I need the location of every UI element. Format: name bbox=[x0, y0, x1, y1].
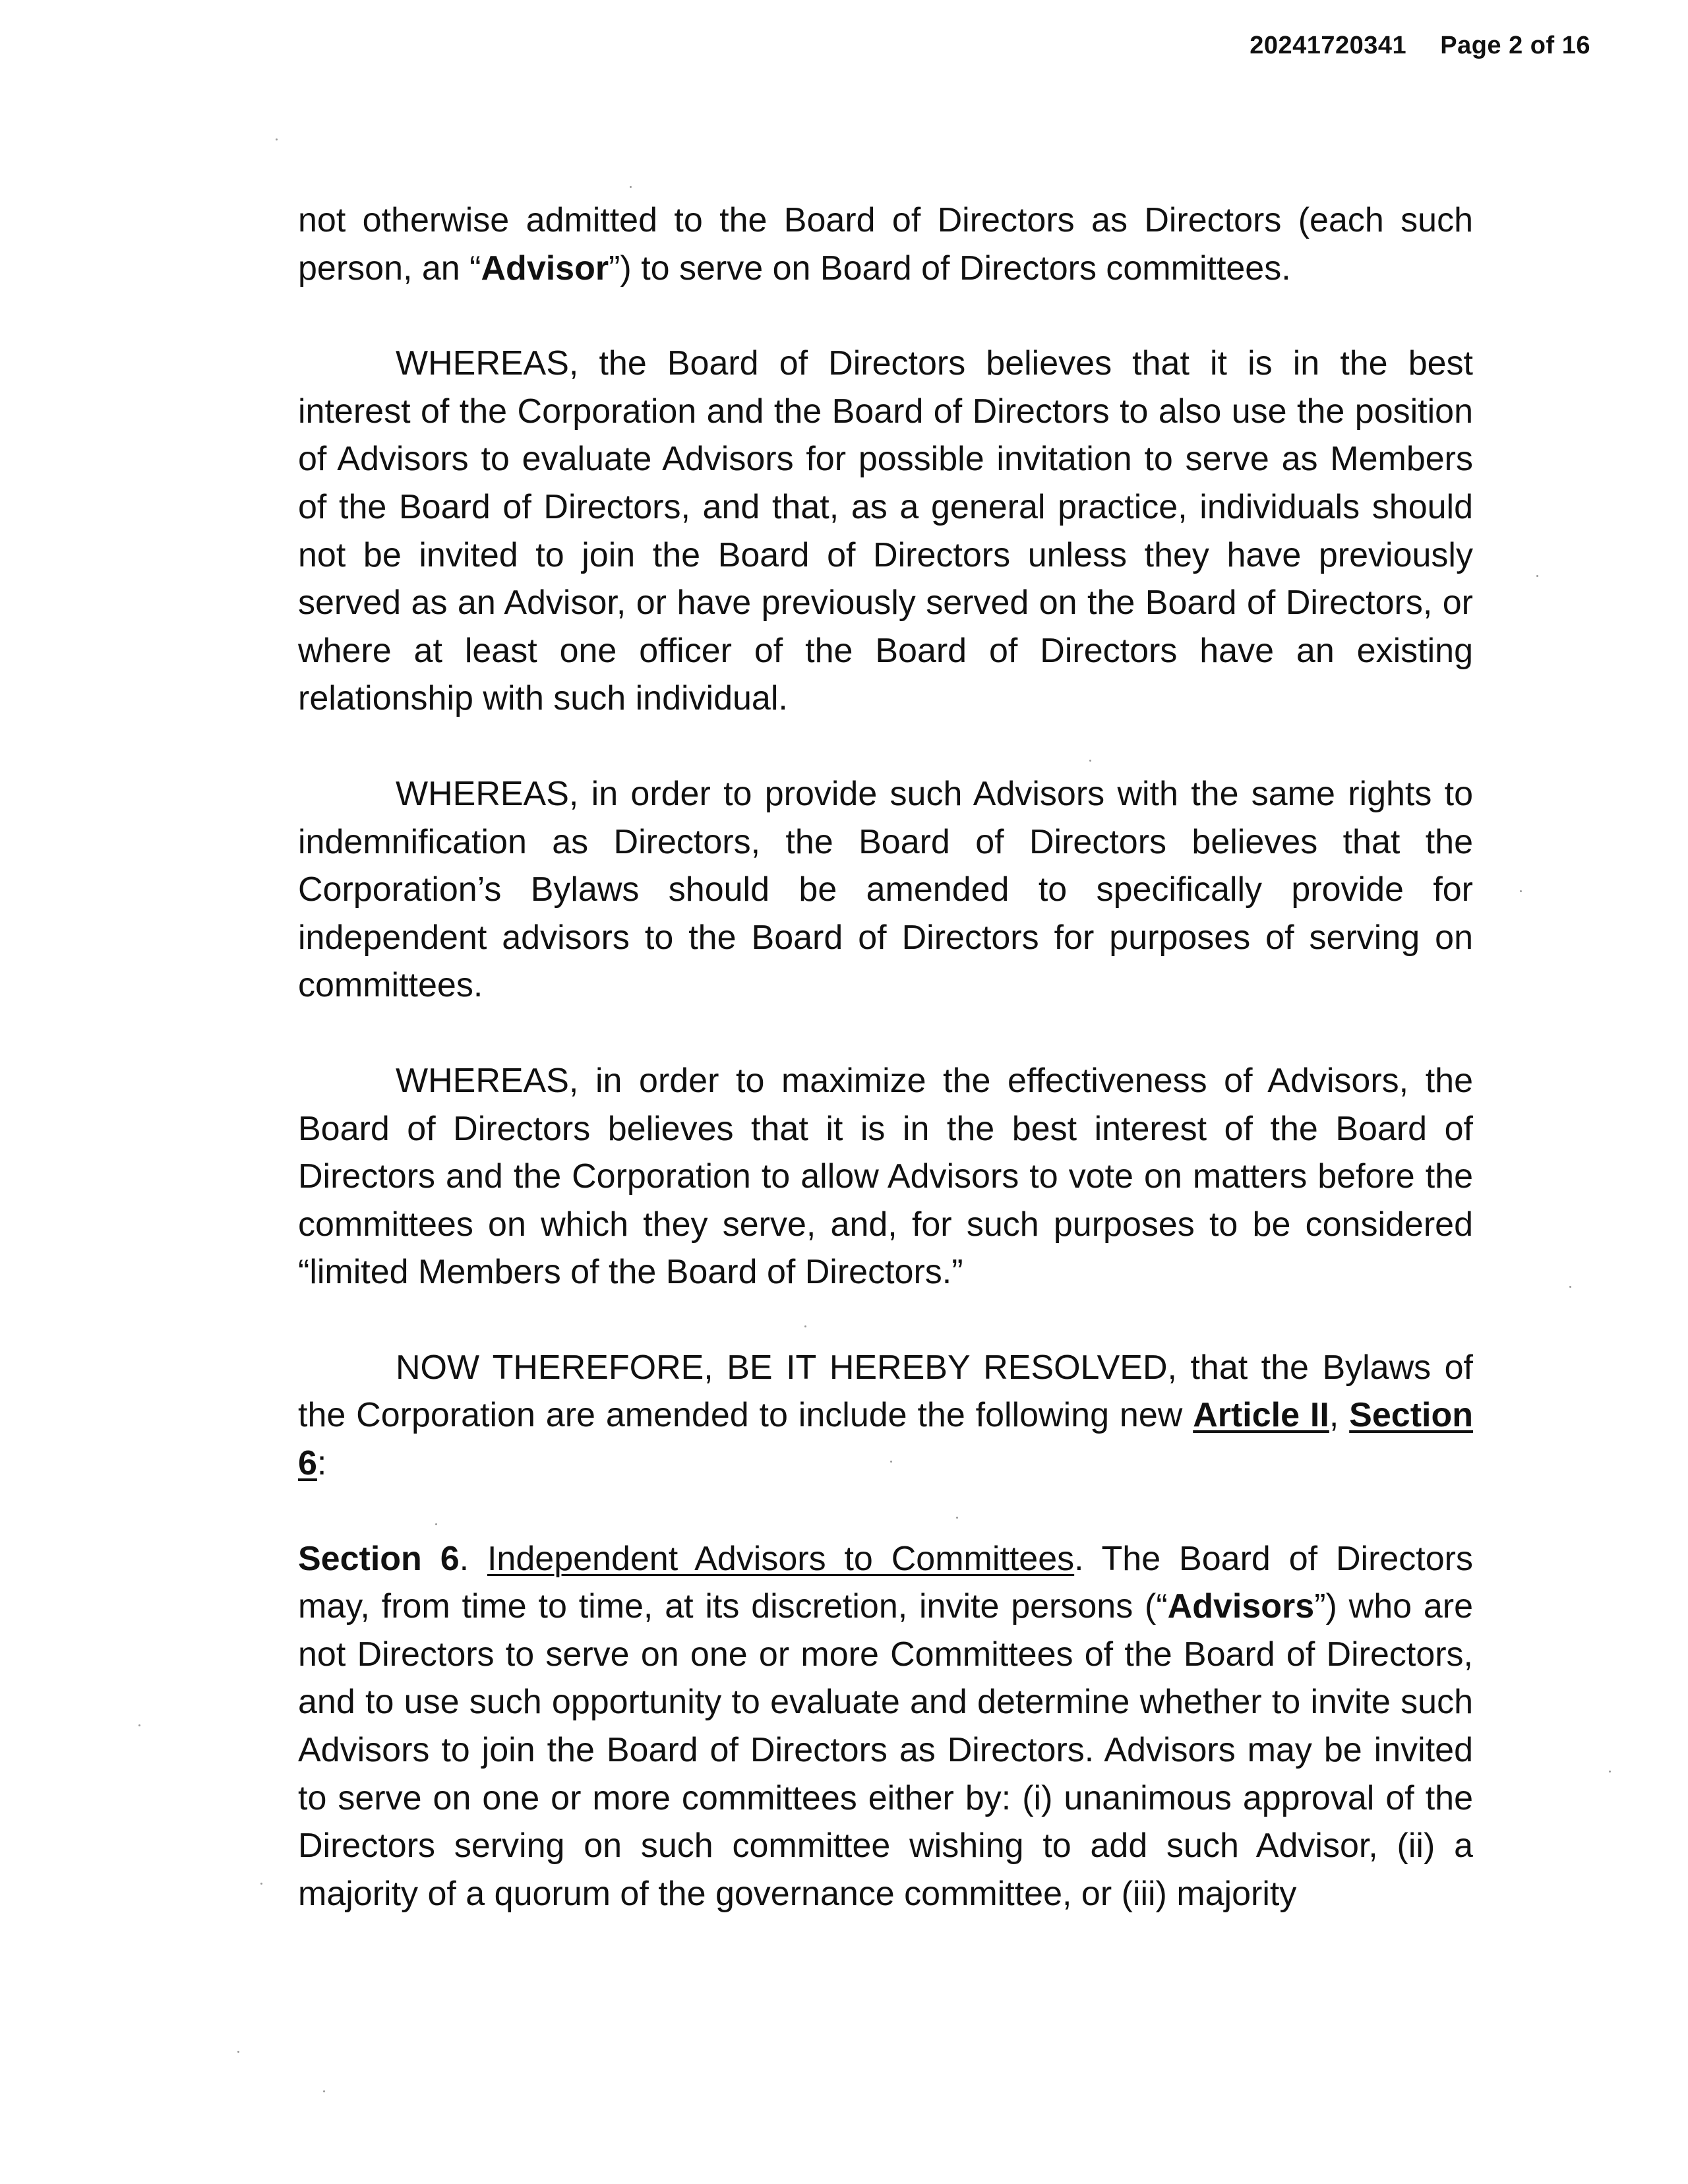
scan-speck bbox=[1536, 575, 1538, 577]
scan-speck bbox=[804, 1325, 806, 1327]
article-reference: Article II bbox=[1193, 1396, 1329, 1435]
scan-speck bbox=[890, 1461, 892, 1463]
scan-speck bbox=[276, 138, 278, 140]
scan-speck bbox=[1520, 890, 1522, 892]
document-body bbox=[298, 197, 1473, 1965]
paragraph-text: not otherwise admitted to the Board of Directors as Directors (each such person, an “ bbox=[298, 201, 1473, 288]
whereas-paragraph-1: WHEREAS, the Board of Directors believes that it is in the best interest of the Corporation and the Board of Directors to also use the position of Advisors to evaluate Advisors for possible invitation to serve as Members of the Board of Directors, and that, as a general practice, individuals should not be invited to join the Board of Directors unless they have previously served as an Advisor, or have previously served on the Board of Directors, or where at least one officer of the Board of Directors have an existing relationship with such individual. bbox=[298, 344, 1473, 718]
paragraph-continuation bbox=[298, 197, 1473, 292]
whereas-paragraph-2: WHEREAS, in order to provide such Advisors with the same rights to indemnification as Directors, the Board of Directors believes that the Corporation’s Bylaws should be amended to specifically provide for independent advisors to the Board of Directors for purposes of serving on committees. bbox=[298, 774, 1473, 1005]
scan-speck bbox=[1089, 760, 1091, 762]
paragraph-text: ”) who are not Directors to serve on one or more Committees of the Board of Directors, and to use such opportunity to evaluate and determine whether to invite such Advisors to join the Board of Directors as Directors. Advisors may be invited to serve on one or more committees either by: (i) unanimous approval of the Directors serving on such committee wishing to add such Advisor, (ii) a majority of a quorum of the governance committee, or (iii) majority bbox=[298, 1587, 1474, 1913]
scan-speck bbox=[1609, 1771, 1611, 1773]
scan-speck bbox=[260, 1883, 262, 1885]
paragraph-text: . The Board of Directors may, from time to time, at its discretion, invite persons (“ bbox=[298, 1539, 1473, 1626]
section-6-paragraph bbox=[298, 1535, 1473, 1918]
defined-term-advisor: Advisor bbox=[481, 249, 609, 288]
scan-speck bbox=[956, 1517, 958, 1519]
scan-speck bbox=[138, 1724, 140, 1726]
section-label: Section 6 bbox=[298, 1539, 460, 1578]
resolution-paragraph bbox=[298, 1344, 1473, 1488]
punctuation: . bbox=[459, 1539, 487, 1578]
paragraph-text: ”) to serve on Board of Directors committees. bbox=[609, 249, 1291, 288]
paragraph-text: NOW THEREFORE, BE IT HEREBY RESOLVED, that the Bylaws of the Corporation are amended to include the following new bbox=[298, 1348, 1473, 1435]
scan-speck bbox=[323, 2090, 325, 2092]
scan-speck bbox=[1569, 1286, 1571, 1288]
page-number: Page 2 of 16 bbox=[1440, 32, 1590, 59]
punctuation: , bbox=[1329, 1396, 1350, 1435]
defined-term-advisors: Advisors bbox=[1167, 1587, 1315, 1626]
scan-speck bbox=[237, 2051, 239, 2053]
whereas-paragraph-3: WHEREAS, in order to maximize the effectiveness of Advisors, the Board of Directors believes that it is in the best interest of the Board of Directors and the Corporation to allow Advisors to vote on matters before the committees on which they serve, and, for such purposes to be considered “limited Members of the Board of Directors.” bbox=[298, 1061, 1473, 1292]
section-heading: Independent Advisors to Committees bbox=[487, 1539, 1075, 1578]
filing-number: 20241720341 bbox=[1250, 32, 1407, 59]
scan-speck bbox=[630, 186, 632, 188]
scan-speck bbox=[435, 1523, 437, 1525]
page-header bbox=[1250, 32, 1590, 60]
punctuation: : bbox=[316, 1444, 327, 1483]
section-reference: Section 6 bbox=[298, 1396, 1473, 1483]
